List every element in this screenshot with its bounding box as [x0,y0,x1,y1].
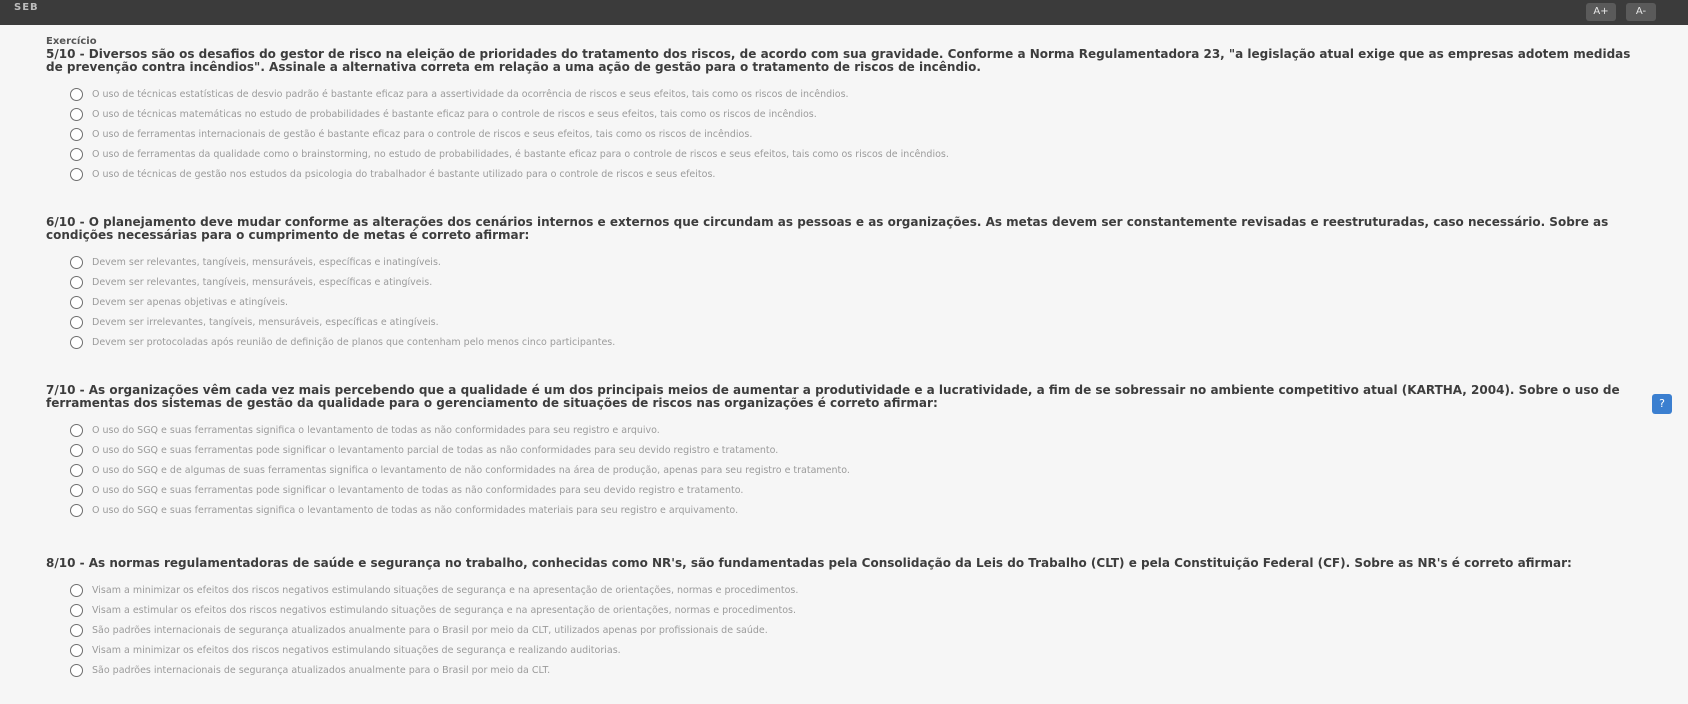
font-decrease-button[interactable]: A- [1626,3,1656,21]
question-8 [46,557,1636,680]
question-6 [46,216,1636,352]
options-list [46,580,1636,680]
radio-button[interactable] [70,256,83,269]
question-text: 6/10 - O planejamento deve mudar conforme as alterações dos cenários internos e externos que circundam as pessoas e as organizações. As metas devem ser constantemente revisadas e reestruturadas, caso necessário. Sobre as condições necessárias para o cumprimento de metas é correto afirmar: [46,215,1609,242]
option-label: São padrões internacionais de segurança atualizados anualmente para o Brasil por meio da CLT. [92,664,551,676]
option-d[interactable] [70,640,1636,660]
option-b[interactable] [70,104,1636,124]
option-label: O uso do SGQ e suas ferramentas pode significar o levantamento de todas as não conformidades para seu devido registro e tratamento. [92,484,744,496]
radio-button[interactable] [70,88,83,101]
option-label: O uso de técnicas matemáticas no estudo de probabilidades é bastante eficaz para o controle de riscos e seus efeitos, tais como os riscos de incêndios. [92,108,817,120]
option-c[interactable] [70,460,1636,480]
option-d[interactable] [70,144,1636,164]
option-label: Devem ser relevantes, tangíveis, mensuráveis, específicas e atingíveis. [92,276,433,288]
option-label: Devem ser protocoladas após reunião de definição de planos que contenham pelo menos cinco participantes. [92,336,616,348]
radio-button[interactable] [70,644,83,657]
option-label: São padrões internacionais de segurança atualizados anualmente para o Brasil por meio da CLT, utilizados apenas por profissionais de saúde. [92,624,768,636]
option-a[interactable] [70,84,1636,104]
option-label: O uso do SGQ e de algumas de suas ferramentas significa o levantamento de não conformidades na área de produção, apenas para seu registro e tratamento. [92,464,850,476]
option-c[interactable] [70,292,1636,312]
option-d[interactable] [70,480,1636,500]
radio-button[interactable] [70,148,83,161]
option-label: Visam a minimizar os efeitos dos riscos negativos estimulando situações de segurança e na apresentação de orientações, normas e procedimentos. [92,584,799,596]
radio-button[interactable] [70,664,83,677]
option-b[interactable] [70,272,1636,292]
section-title: Exercício [46,36,97,47]
option-label: Devem ser apenas objetivas e atingíveis. [92,296,289,308]
option-e[interactable] [70,660,1636,680]
options-list [46,84,1636,184]
radio-button[interactable] [70,128,83,141]
option-a[interactable] [70,252,1636,272]
question-7 [46,384,1636,520]
font-increase-button[interactable]: A+ [1586,3,1616,21]
option-c[interactable] [70,124,1636,144]
top-bar [0,0,1688,25]
option-c[interactable] [70,620,1636,640]
option-a[interactable] [70,420,1636,440]
option-label: O uso do SGQ e suas ferramentas significa o levantamento de todas as não conformidades para seu registro e arquivo. [92,424,660,436]
option-a[interactable] [70,580,1636,600]
option-label: Devem ser relevantes, tangíveis, mensuráveis, específicas e inatingíveis. [92,256,441,268]
radio-button[interactable] [70,624,83,637]
option-label: O uso do SGQ e suas ferramentas significa o levantamento de todas as não conformidades materiais para seu registro e arquivamento. [92,504,739,516]
option-label: Visam a estimular os efeitos dos riscos negativos estimulando situações de segurança e na apresentação de orientações, normas e procedimentos. [92,604,797,616]
radio-button[interactable] [70,484,83,497]
radio-button[interactable] [70,584,83,597]
option-label: Devem ser irrelevantes, tangíveis, mensuráveis, específicas e atingíveis. [92,316,439,328]
radio-button[interactable] [70,424,83,437]
help-icon[interactable]: ? [1652,394,1672,414]
question-5 [46,48,1636,184]
radio-button[interactable] [70,276,83,289]
option-label: Visam a minimizar os efeitos dos riscos negativos estimulando situações de segurança e realizando auditorias. [92,644,621,656]
radio-button[interactable] [70,168,83,181]
app-logo: SEB [14,2,39,13]
question-text: 5/10 - Diversos são os desafios do gestor de risco na eleição de prioridades do tratamento dos riscos, de acordo com sua gravidade. Conforme a Norma Regulamentadora 23, "a legislação atual exige que as empresas adotem medidas de prevenção contra incêndios". Assinale a alternativa correta em relação a uma ação de gestão para o tratamento de riscos de incêndio. [46,47,1631,74]
radio-button[interactable] [70,108,83,121]
option-label: O uso do SGQ e suas ferramentas pode significar o levantamento parcial de todas as não conformidades para seu devido registro e tratamento. [92,444,779,456]
radio-button[interactable] [70,336,83,349]
option-e[interactable] [70,332,1636,352]
radio-button[interactable] [70,444,83,457]
options-list [46,252,1636,352]
radio-button[interactable] [70,464,83,477]
radio-button[interactable] [70,504,83,517]
option-b[interactable] [70,440,1636,460]
option-b[interactable] [70,600,1636,620]
radio-button[interactable] [70,316,83,329]
question-text: 8/10 - As normas regulamentadoras de saúde e segurança no trabalho, conhecidas como NR's, são fundamentadas pela Consolidação da Leis do Trabalho (CLT) e pela Constituição Federal (CF). Sobre as NR's é correto afirmar: [46,556,1572,570]
option-label: O uso de técnicas estatísticas de desvio padrão é bastante eficaz para a assertividade da ocorrência de riscos e seus efeitos, tais como os riscos de incêndios. [92,88,849,100]
radio-button[interactable] [70,604,83,617]
radio-button[interactable] [70,296,83,309]
option-label: O uso de técnicas de gestão nos estudos da psicologia do trabalhador é bastante utilizado para o controle de riscos e seus efeitos. [92,168,716,180]
option-d[interactable] [70,312,1636,332]
option-label: O uso de ferramentas internacionais de gestão é bastante eficaz para o controle de riscos e seus efeitos, tais como os riscos de incêndios. [92,128,753,140]
options-list [46,420,1636,520]
question-text: 7/10 - As organizações vêm cada vez mais percebendo que a qualidade é um dos principais meios de aumentar a produtividade e a lucratividade, a fim de se sobressair no ambiente competitivo atual (KARTHA, 2004). Sobre o uso de ferramentas dos sistemas de gestão da qualidade para o gerenciamento de situações de riscos nas organizações é correto afirmar: [46,383,1620,410]
option-label: O uso de ferramentas da qualidade como o brainstorming, no estudo de probabilidades, é bastante eficaz para o controle de riscos e seus efeitos, tais como os riscos de incêndios. [92,148,949,160]
option-e[interactable] [70,164,1636,184]
option-e[interactable] [70,500,1636,520]
